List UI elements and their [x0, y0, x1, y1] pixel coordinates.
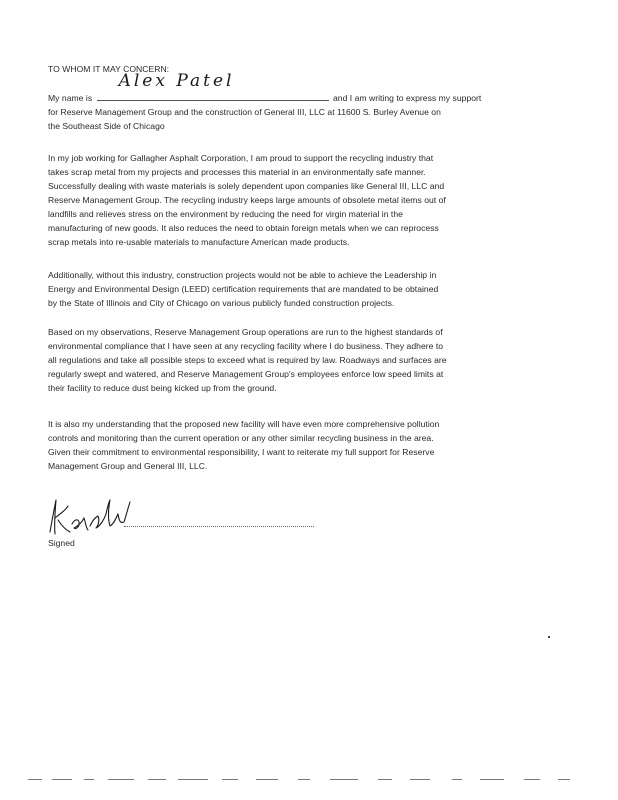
paragraph-line: Successfully dealing with waste materials is solely dependent upon companies like General III, LLC and: [48, 181, 445, 191]
paragraph-line: by the State of Illinois and City of Chicago on various publicly funded construction projects.: [48, 298, 395, 308]
intro-paragraph: [48, 71, 568, 133]
paragraph-observations: [48, 325, 568, 395]
paragraph-line: takes scrap metal from my projects and processes this material in an environmentally safe manner.: [48, 167, 426, 177]
paragraph-line: environmental compliance that I have seen at any recycling facility where I do business. They adhere to: [48, 341, 444, 351]
name-blank: [97, 71, 329, 101]
intro-line-2: for Reserve Management Group and the construction of General III, LLC at 11600 S. Burley Avenue on: [48, 107, 441, 117]
handwritten-name: Alex Patel: [118, 71, 235, 91]
intro-prefix: My name is: [48, 93, 93, 103]
paragraph-line: regularly swept and watered, and Reserve Management Group's employees enforce low speed limits at: [48, 369, 444, 379]
signature-scribble-icon: [44, 496, 144, 540]
paragraph-line: landfills and relieves stress on the environment by reducing the need for virgin material in the: [48, 209, 403, 219]
paragraph-line: Given their commitment to environmental responsibility, I want to reiterate my full support for Reserve: [48, 447, 435, 457]
intro-line-3: the Southeast Side of Chicago: [48, 121, 165, 131]
paragraph-line: manufacturing of new goods. It also reduces the need to obtain foreign metals when we can reprocess: [48, 223, 439, 233]
paragraph-line: Energy and Environmental Design (LEED) certification requirements that are mandated to be obtained: [48, 284, 439, 294]
paragraph-line: their facility to reduce dust being kicked up from the ground.: [48, 383, 277, 393]
signature-block: [44, 496, 284, 552]
paragraph-line: controls and monitoring than the current operation or any other similar recycling business in the area.: [48, 433, 434, 443]
paragraph-leed: [48, 268, 568, 310]
signature-line: [124, 526, 314, 527]
paragraph-line: Based on my observations, Reserve Management Group operations are run to the highest standards of: [48, 327, 443, 337]
scan-speck: [548, 636, 550, 638]
paragraph-line: Reserve Management Group. The recycling industry keeps large amounts of obsolete metal items out of: [48, 195, 446, 205]
paragraph-recycling-support: [48, 151, 568, 249]
paragraph-closing: [48, 417, 568, 473]
intro-suffix: and I am writing to express my support: [332, 93, 482, 103]
paragraph-line: scrap metals into re-usable materials to manufacture American made products.: [48, 237, 350, 247]
paragraph-line: all regulations and take all possible steps to exceed what is required by law. Roadways and surfaces are: [48, 355, 447, 365]
paragraph-line: In my job working for Gallagher Asphalt Corporation, I am proud to support the recycling industry that: [48, 153, 434, 163]
signed-label: Signed: [48, 538, 75, 548]
paragraph-line: It is also my understanding that the proposed new facility will have even more comprehensive pollution: [48, 419, 440, 429]
paragraph-line: Management Group and General III, LLC.: [48, 461, 208, 471]
greeting: TO WHOM IT MAY CONCERN:: [48, 64, 170, 74]
paragraph-line: Additionally, without this industry, construction projects would not be able to achieve the Leadership in: [48, 270, 437, 280]
intro-line-1: [48, 71, 568, 105]
